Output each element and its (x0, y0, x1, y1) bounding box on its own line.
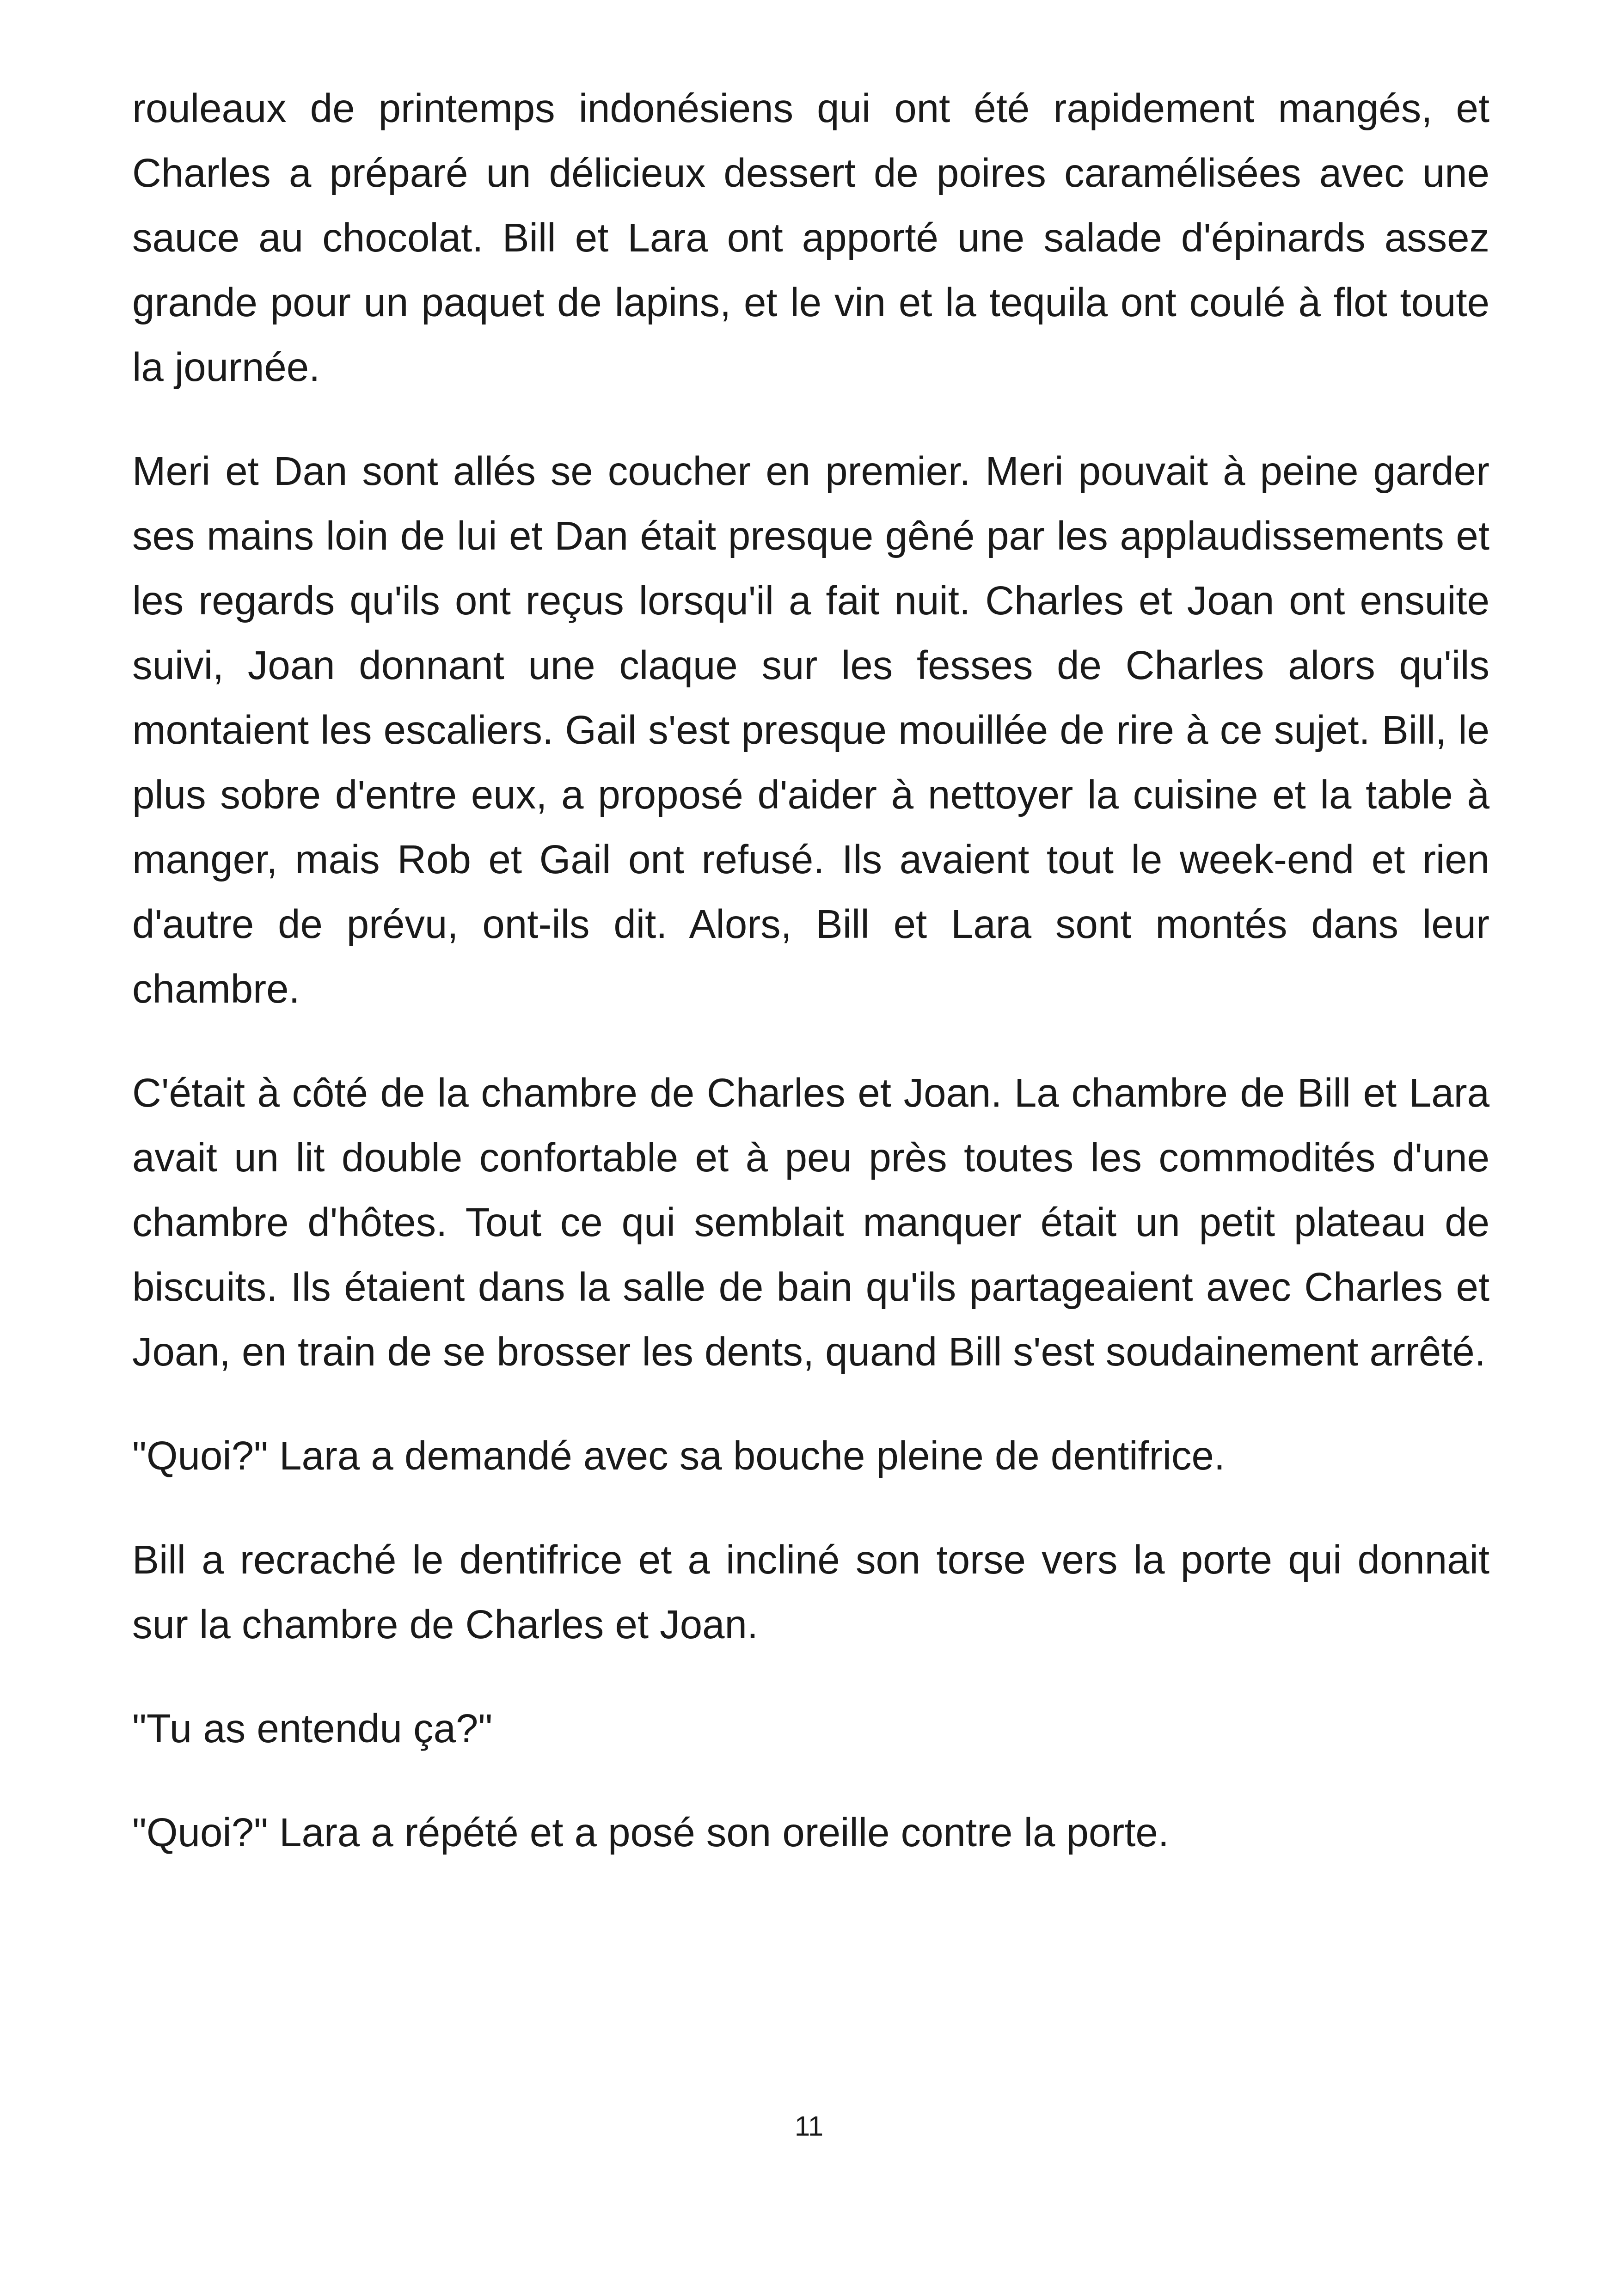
paragraph: Bill a recraché le dentifrice et a incliné son torse vers la porte qui donnait sur la chambre de Charles et Joan. (132, 1537, 1489, 1647)
body-text (132, 76, 1489, 1904)
paragraph: Meri et Dan sont allés se coucher en premier. Meri pouvait à peine garder ses mains loin de lui et Dan était presque gêné par les applaudissements et les regards qu'ils ont reçus lorsqu'il a fait nuit. Charles et Joan ont ensuite suivi, Joan donnant une claque sur les fesses de Charles alors qu'ils montaient les escaliers. Gail s'est presque mouillée de rire à ce sujet. Bill, le plus sobre d'entre eux, a proposé d'aider à nettoyer la cuisine et la table à manger, mais Rob et Gail ont refusé. Ils avaient tout le week-end et rien d'autre de prévu, ont-ils dit. Alors, Bill et Lara sont montés dans leur chambre. (132, 449, 1489, 1011)
paragraph: rouleaux de printemps indonésiens qui ont été rapidement mangés, et Charles a préparé un délicieux dessert de poires caramélisées avec une sauce au chocolat. Bill et Lara ont apporté une salade d'épinards assez grande pour un paquet de lapins, et le vin et la tequila ont coulé à flot toute la journée. (132, 86, 1489, 390)
paragraph: "Quoi?" Lara a répété et a posé son oreille contre la porte. (132, 1810, 1169, 1855)
paragraph: "Tu as entendu ça?" (132, 1706, 493, 1751)
page-number: 11 (794, 2111, 824, 2142)
paragraph: "Quoi?" Lara a demandé avec sa bouche pleine de dentifrice. (132, 1433, 1225, 1478)
paragraph: C'était à côté de la chambre de Charles et Joan. La chambre de Bill et Lara avait un lit double confortable et à peu près toutes les commodités d'une chambre d'hôtes. Tout ce qui semblait manquer était un petit plateau de biscuits. Ils étaient dans la salle de bain qu'ils partageaient avec Charles et Joan, en train de se brosser les dents, quand Bill s'est soudainement arrêté. (132, 1071, 1489, 1374)
